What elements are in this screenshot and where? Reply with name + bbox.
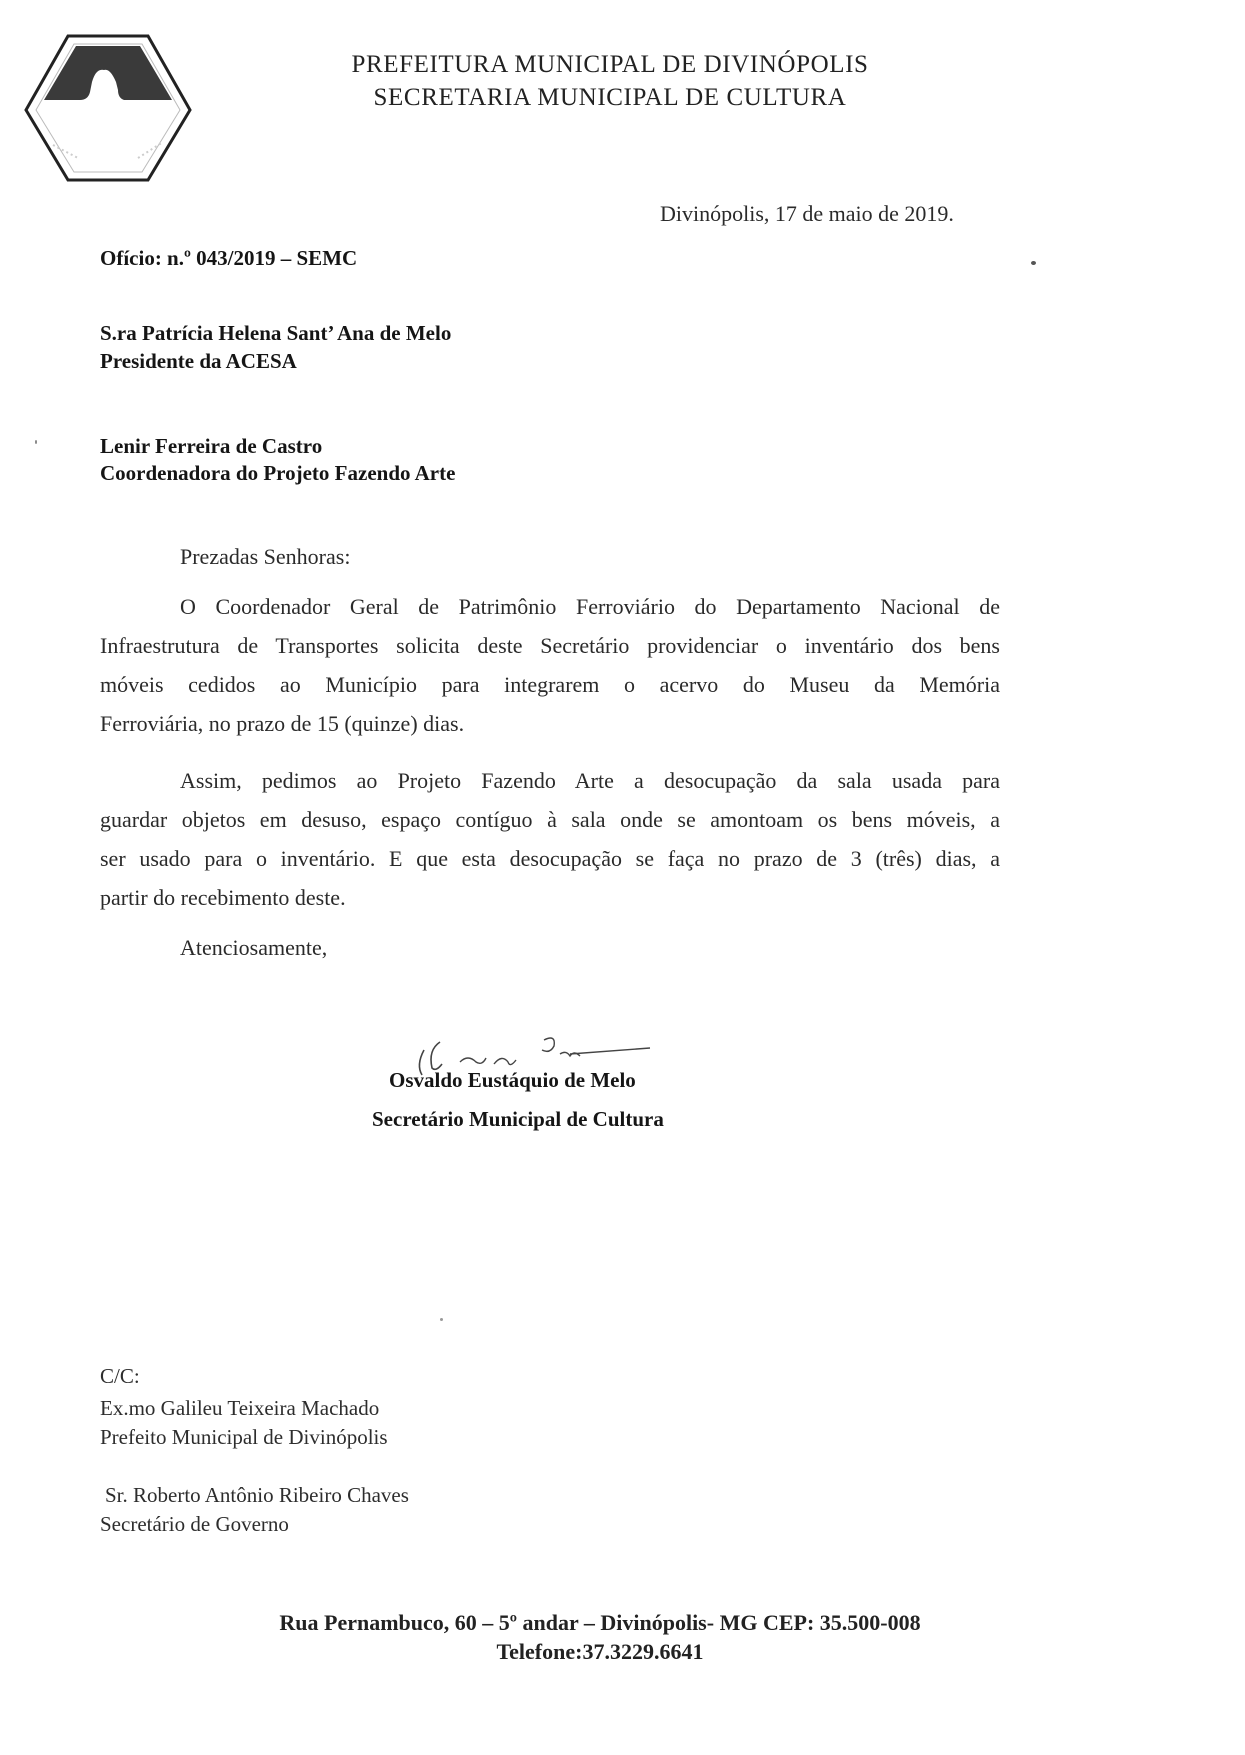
scan-speck: [440, 1318, 443, 1321]
cc-name: Ex.mo Galileu Teixeira Machado: [100, 1396, 380, 1420]
recipient-role: Coordenadora do Projeto Fazendo Arte: [100, 461, 456, 485]
letterhead-subtitle: SECRETARIA MUNICIPAL DE CULTURA: [373, 84, 847, 111]
scan-speck: [35, 440, 37, 444]
recipient-role: Presidente da ACESA: [100, 349, 297, 373]
body-paragraph: [100, 587, 1000, 743]
body-paragraph: [100, 761, 1000, 917]
cc-role: Prefeito Municipal de Divinópolis: [100, 1425, 388, 1449]
paragraph-line: partir do recebimento deste.: [100, 885, 346, 910]
recipient-name: S.ra Patrícia Helena Sant’ Ana de Melo: [100, 321, 452, 345]
scan-speck: [1031, 261, 1036, 265]
paragraph-line: móveis cedidos ao Município para integrarem o acervo do Museu da Memória: [100, 672, 1000, 697]
cc-role: Secretário de Governo: [100, 1512, 289, 1536]
paragraph-line: Infraestrutura de Transportes solicita deste Secretário providenciar o inventário dos bens: [100, 633, 1000, 658]
reference-number: Ofício: n.º 043/2019 – SEMC: [100, 246, 358, 270]
recipient-name: Lenir Ferreira de Castro: [100, 434, 323, 458]
municipal-logo-icon: [18, 30, 198, 186]
paragraph-line: Ferroviária, no prazo de 15 (quinze) dias.: [100, 711, 465, 736]
cc-name: Sr. Roberto Antônio Ribeiro Chaves: [105, 1483, 409, 1507]
closing: Atenciosamente,: [180, 935, 328, 960]
paragraph-line: ser usado para o inventário. E que esta desocupação se faça no prazo de 3 (três) dias, a: [100, 846, 1000, 871]
date-line: Divinópolis, 17 de maio de 2019.: [660, 201, 954, 226]
greeting: Prezadas Senhoras:: [180, 544, 351, 569]
signatory-title: Secretário Municipal de Cultura: [372, 1107, 664, 1131]
paragraph-line: O Coordenador Geral de Patrimônio Ferroviário do Departamento Nacional de: [180, 594, 1000, 619]
signatory-name: Osvaldo Eustáquio de Melo: [389, 1068, 636, 1092]
footer-address: Rua Pernambuco, 60 – 5º andar – Divinópolis- MG CEP: 35.500-008: [279, 1610, 921, 1635]
footer-phone: Telefone:37.3229.6641: [496, 1639, 704, 1664]
cc-label: C/C:: [100, 1364, 140, 1388]
letterhead-title: PREFEITURA MUNICIPAL DE DIVINÓPOLIS: [351, 51, 869, 78]
paragraph-line: Assim, pedimos ao Projeto Fazendo Arte a desocupação da sala usada para: [180, 768, 1000, 793]
paragraph-line: guardar objetos em desuso, espaço contíguo à sala onde se amontoam os bens móveis, a: [100, 807, 1000, 832]
